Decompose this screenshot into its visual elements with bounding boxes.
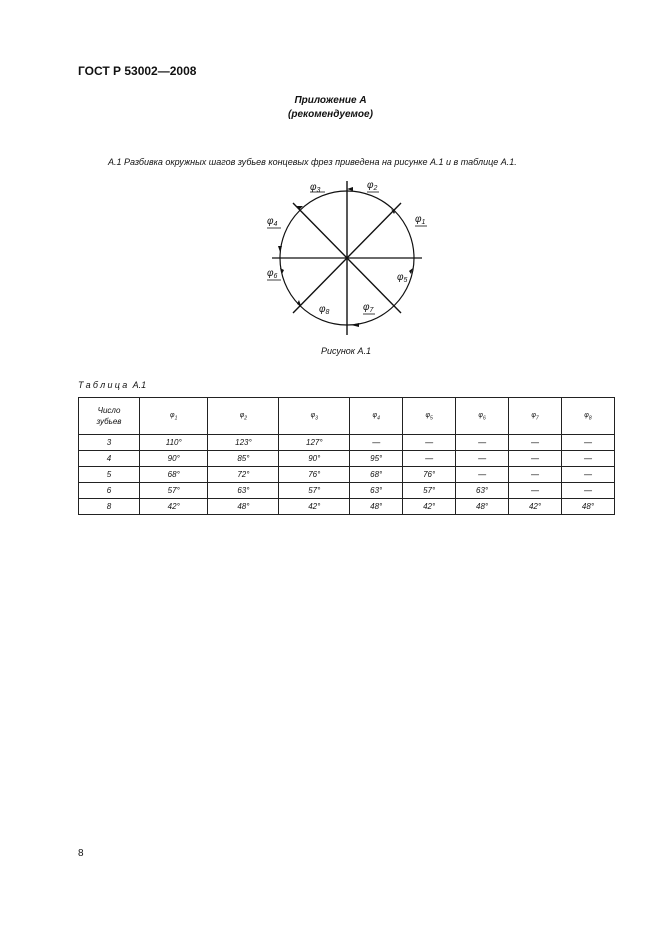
label-phi6: $\varphi_6$ [267,268,278,280]
cell-angle: — [456,451,509,467]
cell-angle: 42° [279,499,350,515]
cell-angle: — [403,435,456,451]
cell-angle: — [561,483,614,499]
cell-teeth-count: 3 [79,435,140,451]
label-phi1: $\varphi_1$ [415,214,426,226]
cell-angle: 90° [279,451,350,467]
tooth-pitch-table [78,397,615,515]
paragraph-a1: А.1 Разбивка окружных шагов зубьев концевых фрез приведена на рисунке А.1 и в таблице А.1. [108,157,517,167]
appendix-title: Приложение А [294,95,367,106]
cell-angle: 48° [561,499,614,515]
cell-angle: 90° [140,451,208,467]
cell-angle: 42° [509,499,562,515]
cell-angle: — [509,451,562,467]
tooth-pitch-diagram [255,176,435,336]
label-phi2: $\varphi_2$ [367,180,378,192]
cell-angle: — [403,451,456,467]
cell-angle: 57° [403,483,456,499]
table-row [79,451,615,467]
cell-angle: 57° [140,483,208,499]
label-phi4: $\varphi_4$ [267,216,278,228]
label-phi7: $\varphi_7$ [363,302,374,314]
cell-angle: 68° [350,467,403,483]
header-phi-8: $\varphi_8$ [561,398,614,435]
cell-angle: — [456,467,509,483]
cell-angle: — [456,435,509,451]
label-phi8: $\varphi_8$ [319,304,330,316]
table-row [79,499,615,515]
table-caption [78,380,146,390]
appendix-heading [0,94,661,122]
appendix-subtitle: (рекомендуемое) [288,109,373,120]
page-number: 8 [78,848,84,859]
cell-angle: 76° [403,467,456,483]
cell-angle: 85° [208,451,279,467]
table-header-row [79,398,615,435]
cell-angle: — [350,435,403,451]
cell-angle: 57° [279,483,350,499]
cell-angle: 95° [350,451,403,467]
cell-angle: 63° [456,483,509,499]
cell-angle: 68° [140,467,208,483]
cell-angle: 48° [350,499,403,515]
header-phi-3: $\varphi_3$ [279,398,350,435]
header-teeth-count: Число зубьев [79,398,140,435]
table-body [79,435,615,515]
header-phi-5: $\varphi_5$ [403,398,456,435]
cell-angle: — [561,435,614,451]
table-row [79,483,615,499]
cell-angle: 48° [208,499,279,515]
header-phi-1: $\varphi_1$ [140,398,208,435]
cell-angle: 63° [208,483,279,499]
table-row [79,467,615,483]
label-phi3: $\varphi_3$ [310,182,321,194]
cell-angle: — [509,435,562,451]
cell-angle: — [509,483,562,499]
label-phi5: $\varphi_5$ [397,272,408,284]
cell-angle: 123° [208,435,279,451]
cell-angle: — [561,451,614,467]
cell-angle: 63° [350,483,403,499]
cell-angle: 48° [456,499,509,515]
table-row [79,435,615,451]
cell-teeth-count: 8 [79,499,140,515]
cell-angle: 42° [403,499,456,515]
header-phi-2: $\varphi_2$ [208,398,279,435]
cell-angle: 76° [279,467,350,483]
header-phi-4: $\varphi_4$ [350,398,403,435]
cell-angle: — [509,467,562,483]
cell-angle: — [561,467,614,483]
cell-angle: 42° [140,499,208,515]
figure-caption: Рисунок А.1 [320,346,372,356]
document-code: ГОСТ Р 53002—2008 [78,64,197,78]
cell-teeth-count: 5 [79,467,140,483]
cell-angle: 127° [279,435,350,451]
cell-angle: 110° [140,435,208,451]
header-phi-7: $\varphi_7$ [509,398,562,435]
table-caption-number: А.1 [132,380,147,390]
table-caption-word: Таблица [78,380,130,390]
cell-angle: 72° [208,467,279,483]
cell-teeth-count: 4 [79,451,140,467]
cell-teeth-count: 6 [79,483,140,499]
header-phi-6: $\varphi_6$ [456,398,509,435]
